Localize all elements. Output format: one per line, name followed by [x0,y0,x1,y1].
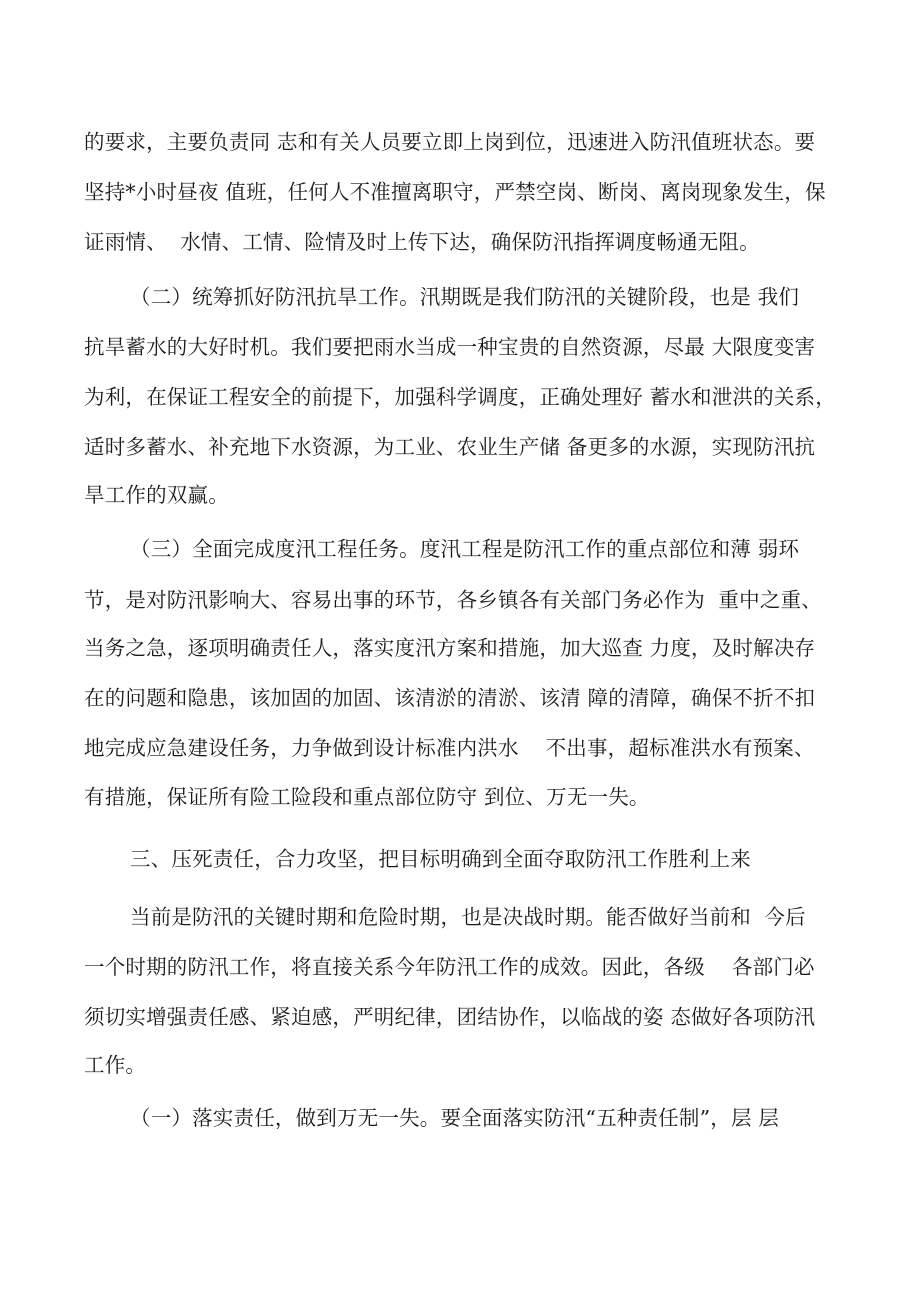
text-line-10: 节，是对防汛影响大、容易出事的环节，各乡镇各有关部门务必作为 重中之重、 [84,588,822,612]
text-line-4: （二）统筹抓好防汛抗旱工作。汛期既是我们防汛的关键阶段，也是 我们 [130,285,800,309]
text-line-14: 有措施，保证所有险工险段和重点部位防守 到位、万无一失。 [84,785,650,809]
text-line-16: 当前是防汛的关键时期和危险时期，也是决战时期。能否做好当前和 今后 [130,905,806,929]
text-line-2: 坚持*小时昼夜 值班，任何人不准擅离职守，严禁空岗、断岗、离岗现象发生，保 [84,180,826,204]
text-line-13: 地完成应急建设任务，力争做到设计标准内洪水 不出事，超标准洪水有预案、 [84,736,815,760]
text-line-12: 在的问题和隐患，该加固的加固、该清淤的清淤、该清 障的清障，确保不折不扣 [84,686,816,710]
text-line-1: 的要求，主要负责同 志和有关人员要立即上岗到位，迅速进入防汛值班状态。要 [84,130,816,154]
text-line-11: 当务之急，逐项明确责任人，落实度汛方案和措施，加大巡查 力度，及时解决存 [84,636,816,660]
text-line-9: （三）全面完成度汛工程任务。度汛工程是防汛工作的重点部位和薄 弱环 [130,537,800,561]
text-line-6: 为利，在保证工程安全的前提下，加强科学调度，正确处理好 蓄水和泄洪的关系， [84,385,836,409]
text-line-17: 一个时期的防汛工作，将直接关系今年防汛工作的成效。因此，各级 各部门必 [84,955,815,979]
text-line-3: 证雨情、 水情、工情、险情及时上传下达，确保防汛指挥调度畅通无阻。 [84,230,760,254]
text-line-18: 须切实增强责任感、紧迫感，严明纪律，团结协作，以临战的姿 态做好各项防汛 [84,1005,816,1029]
text-line-19: 工作。 [84,1053,147,1077]
text-line-7: 适时多蓄水、补充地下水资源，为工业、农业生产储 备更多的水源，实现防汛抗 [84,435,816,459]
section-heading: 三、压死责任，合力攻坚，把目标明确到全面夺取防汛工作胜利上来 [130,847,751,871]
text-line-8: 旱工作的双赢。 [84,483,229,507]
text-line-5: 抗旱蓄水的大好时机。我们要把雨水当成一种宝贵的自然资源，尽最 大限度变害 [84,335,816,359]
text-line-20: （一）落实责任，做到万无一失。要全面落实防汛“五种责任制”，层 层 [130,1106,780,1130]
